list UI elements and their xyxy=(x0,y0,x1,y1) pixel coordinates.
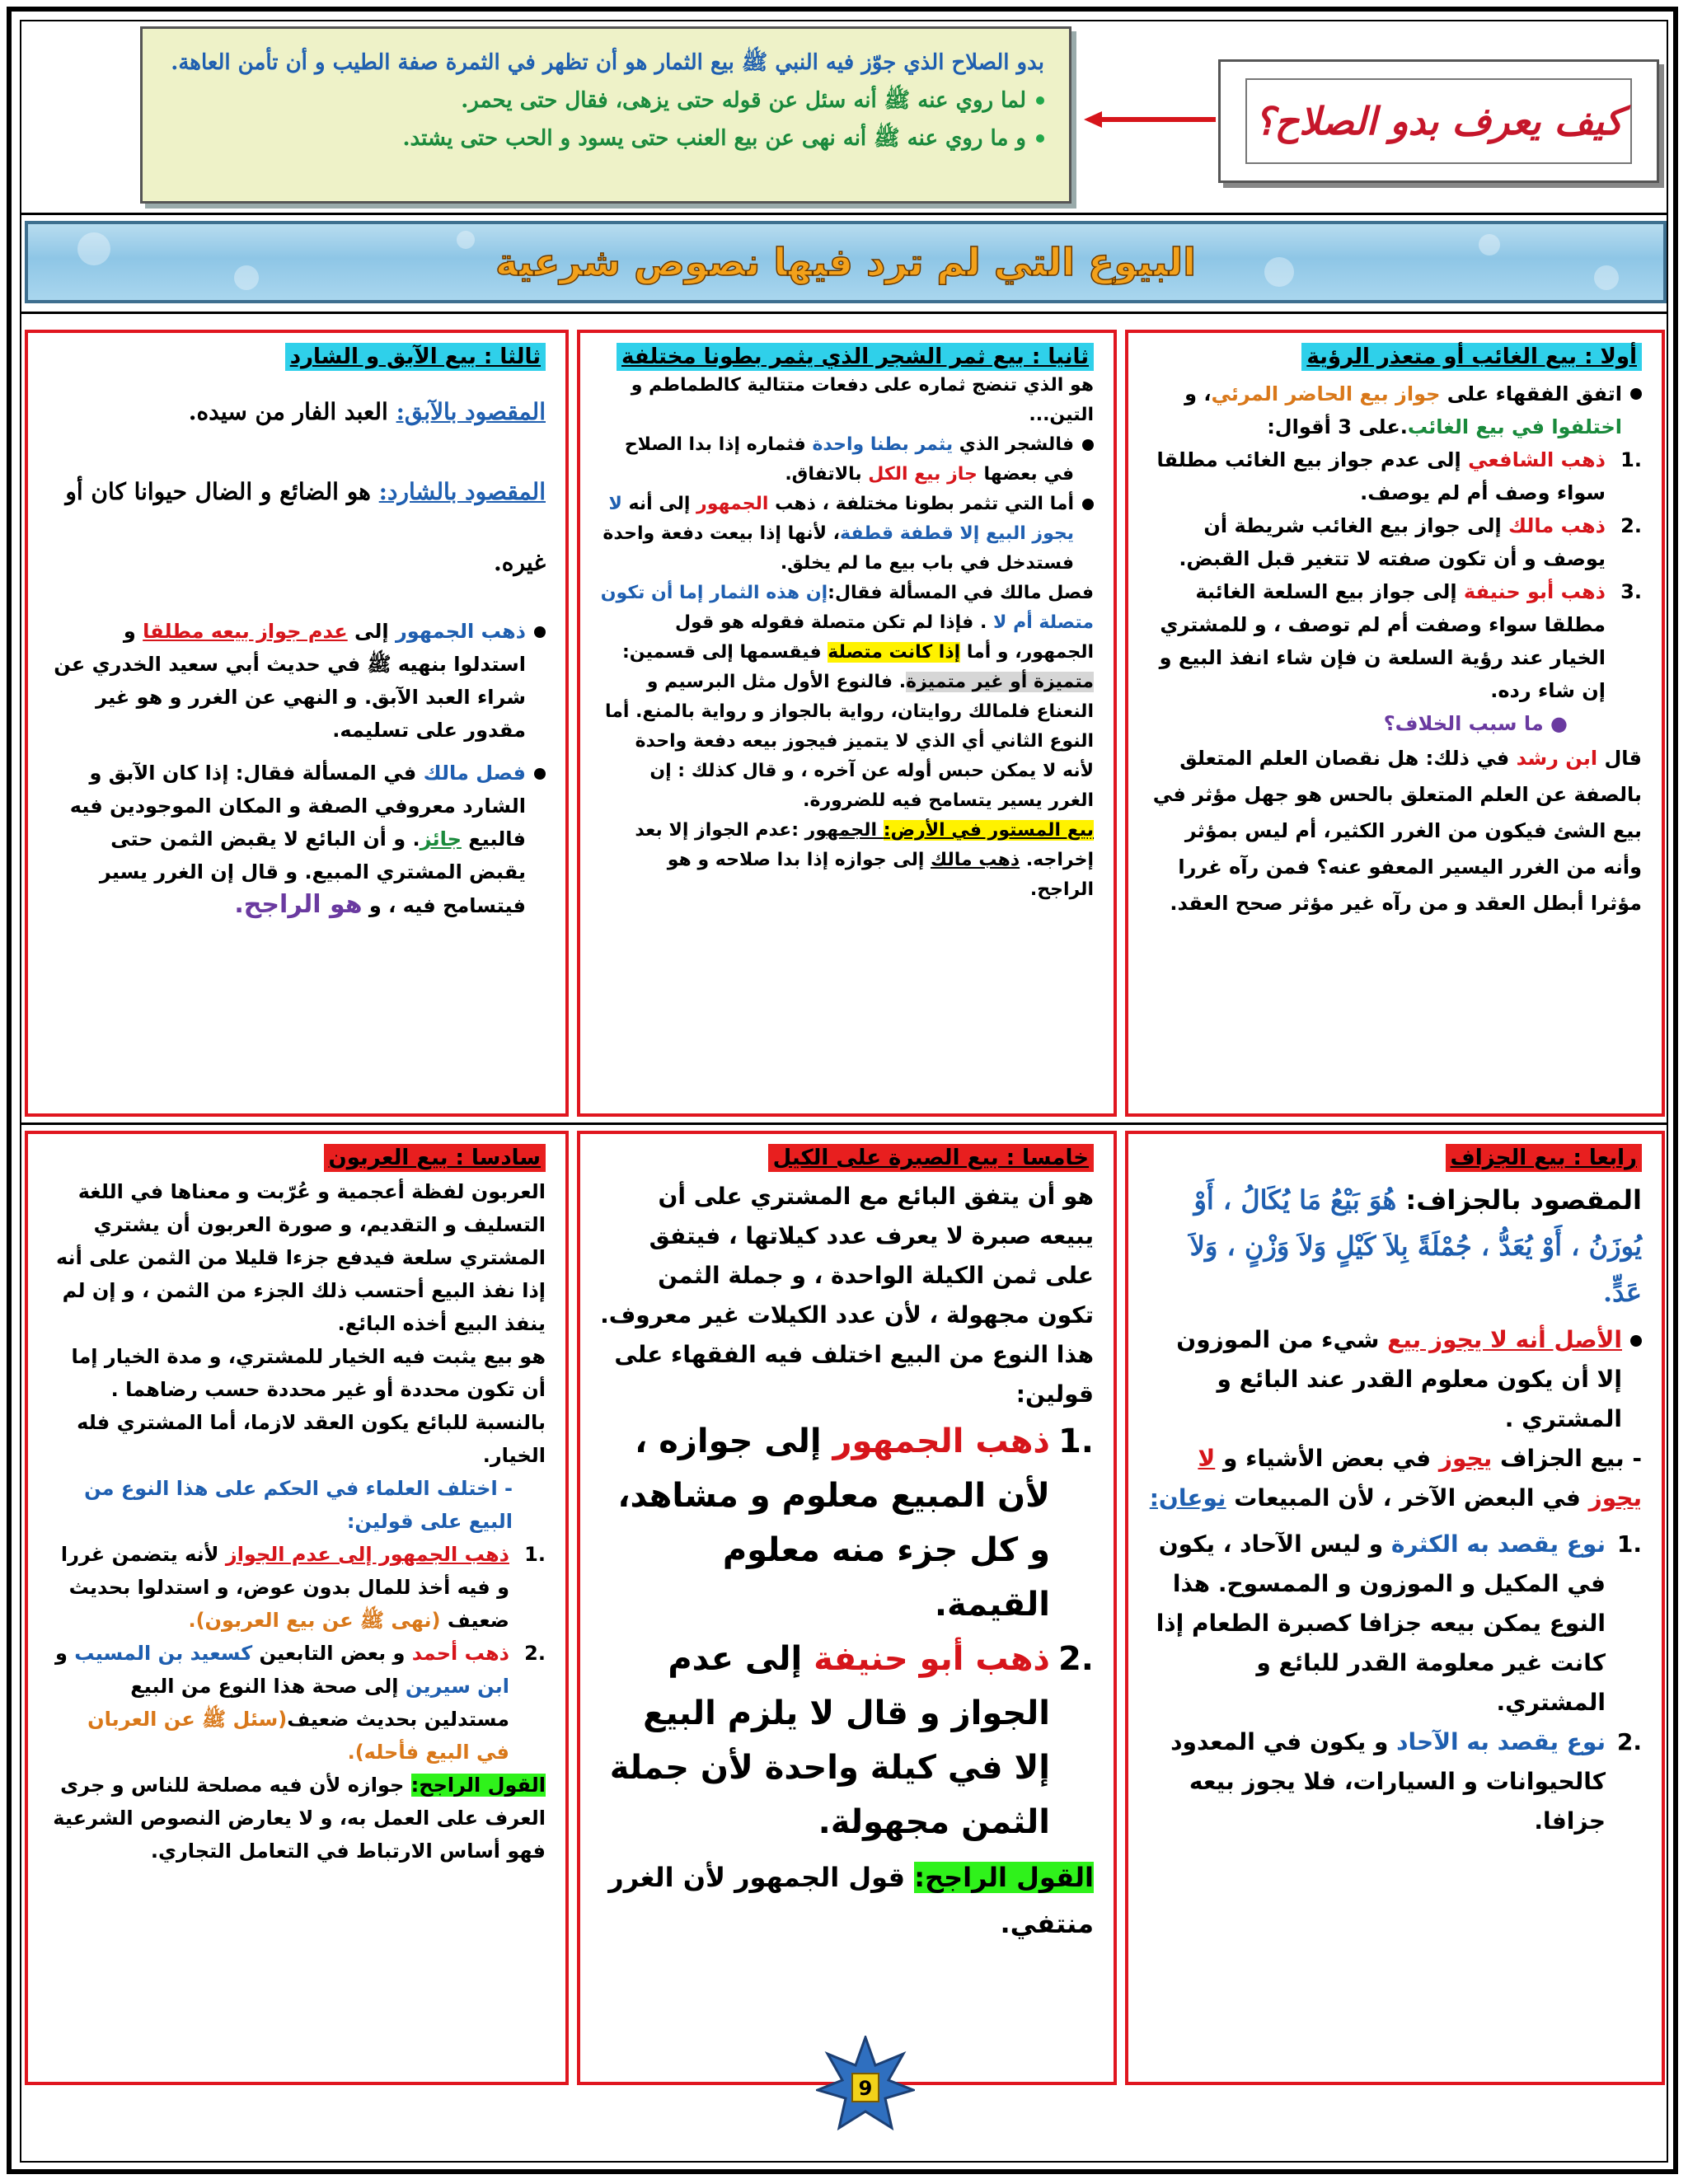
item-text: اتفق الفقهاء على جواز بيع الحاضر المرئي، و اختلفوا في بيع الغائب.على 3 أقوال: xyxy=(1184,382,1622,438)
bullet-dot xyxy=(1630,1335,1642,1347)
list-item: فالشجر الذي يثمر بطنا واحدة فثماره إذا بدا الصلاح في بعضها جاز بيع الكل بالاتفاق. xyxy=(600,430,1094,490)
intro-text: هو أن يتفق البائع مع المشتري على أن يبيعه صبرة لا يعرف عدد كيلاتها ، فيتفق على ثمن الكيلة الواحدة ، و جملة الثمن تكون مجهولة ، لأن عدد الكيلات غير معروف. هذا النوع من البيع اختلف فيه الفقهاء على قولين: xyxy=(600,1183,1094,1408)
bullet-dot xyxy=(534,626,546,638)
abiq-definition: المقصود بالآبق: العبد الفار من سيده. xyxy=(188,398,546,425)
bullet-dot xyxy=(1082,439,1094,451)
bubble-decoration xyxy=(457,231,475,249)
divider xyxy=(20,312,1668,314)
jizaf-definition: المقصود بالجزاف: هُوَ بَيْعُ مَا يُكَالُ ، أَوْ يُوزَنُ ، أَوْ يُعَدُّ ، جُمْلَةً بِلاَ كَيْلٍ وَلاَ وَزْنٍ ، وَلاَ عَدٍّ. xyxy=(1189,1184,1642,1308)
panel-arboun xyxy=(25,1131,569,2085)
list-item: الأصل أنه لا يجوز بيع شيء من الموزون إلا أن يكون معلوم القدر عند البائع و المشتري . xyxy=(1148,1320,1642,1439)
dispute-heading: - اختلف العلماء في الحكم على هذا النوع من البيع على قولين: xyxy=(84,1477,513,1533)
list-item: ذهب الجمهور إلى عدم جواز بيعه مطلقا و استدلوا بنهيه ﷺ في حديث أبي سعيد الخدري عن شراء العبد الآبق. و النهي عن الغرر و هو غير مقدور على تسليمه. xyxy=(48,615,546,747)
bullet-dot xyxy=(1630,388,1642,400)
preferred-opinion: القول الراجح: قول الجمهور لأن الغرر منتفي. xyxy=(608,1862,1094,1939)
panel-heading: أولا : بيع الغائب أو متعذر الرؤية xyxy=(1301,343,1642,371)
panel-heading: ثالثا : بيع الآبق و الشارد xyxy=(285,343,546,371)
bullet-dot xyxy=(1036,96,1044,105)
question-cause: ● ما سبب الخلاف؟ xyxy=(1383,712,1568,735)
bubble-decoration xyxy=(1479,234,1500,255)
list-item: .1 ذهب الجمهور إلى عدم الجواز لأنه يتضمن غررا و فيه أخذ للمال بدون عوض، و استدلوا بحديث ضعيف (نهى ﷺ عن بيع العربون). xyxy=(60,1543,546,1632)
intro-text: هو الذي تنضج ثماره على دفعات متتالية كالطماطم و التين... xyxy=(631,375,1094,425)
bubble-decoration xyxy=(77,232,110,265)
arrow-left-icon xyxy=(1084,111,1216,128)
panel-heading: ثانيا : بيع ثمر الشجر الذي يثمر بطونا مختلفة xyxy=(617,343,1094,371)
panel-subra xyxy=(577,1131,1117,2085)
list-item: .2 ذهب أحمد و بعض التابعين كسعيد بن المسيب و ابن سيرين إلى صحة هذا النوع من البيع مستدلين بحديث ضعيف(سئل ﷺ عن العربان في البيع فأحله). xyxy=(55,1642,546,1764)
panel-heading: سادسا : بيع العربون xyxy=(324,1144,546,1172)
list-item: أما التي تثمر بطونا مختلفة ، ذهب الجمهور إلى أنه لا يجوز البيع إلا قطفة قطفة، لأنها إذا بيعت دفعة واحدة فستدخل في باب بيع ما لم يخلق. xyxy=(600,490,1094,579)
ripeness-definition: بدو الصلاح الذي جوّز فيه النبي ﷺ بيع الثمار هو أن تظهر في الثمرة صفة الطيب و أن تأمن العاهة. xyxy=(171,50,1044,75)
list-item: .1 ذهب الشافعي إلى عدم جواز بيع الغائب مطلقا سواء وصف أم لم يوصف. xyxy=(1156,448,1642,504)
bubble-decoration xyxy=(1594,265,1619,290)
page-number-star xyxy=(816,2036,915,2135)
malik-detail: فصل مالك في المسألة فقال:إن هذه الثمار إما أن تكون متصلة أم لا . فإذا لم تكن متصلة فقوله هو قول الجمهور، و أما إذا كانت متصلة فيقسمها إلى قسمين: متميزة أو غير متميزة. فالنوع الأول مثل البرسيم و النعناع فلمالك روايتان، رواية بالجواز و رواية بالمنع. أما النوع الثاني أي الذي لا يتميز فيجوز بيعه دفعة واحدة لأنه لا يمكن حبس أوله عن آخره ، و قال كذلك : إن الغرر يسير يتسامح فيه للضرورة. xyxy=(600,583,1094,811)
shard-definition: المقصود بالشارد: هو الضائع و الضال حيوانا كان أو غيره. xyxy=(65,478,546,576)
divider xyxy=(20,1122,1668,1125)
bubble-decoration xyxy=(234,265,259,290)
jizaf-rule: - بيع الجزاف يجوز في بعض الأشياء و لا يجوز في البعض الآخر ، لأن المبيعات نوعان: xyxy=(1149,1445,1642,1511)
panel-multi-harvest xyxy=(577,330,1117,1117)
panel-absent-sale xyxy=(1125,330,1665,1117)
list-item: .2 ذهب مالك إلى جواز بيع الغائب شريطة أن يوصف و أن تكون صفته لا تتغير قبل القبض. xyxy=(1179,514,1642,570)
hadith-bullet-1: لما روي عنه ﷺ أنه سئل عن قوله حتى يزهى، فقال حتى يحمر. xyxy=(167,82,1044,120)
bullet-dot xyxy=(1036,134,1044,143)
list-item: .3 ذهب أبو حنيفة إلى جواز بيع السلعة الغائبة مطلقا سواء وصفت أم لم توصف ، و للمشتري الخيار عند رؤية السلعة ن فإن شاء انفذ البيع و إن شاء رده. xyxy=(1159,580,1642,702)
question-title-box xyxy=(1218,59,1659,183)
hadith-bullet-2: و ما روي عنه ﷺ أنه نهى عن بيع العنب حتى يسود و الحب حتى يشتد. xyxy=(167,120,1044,157)
question-title: كيف يعرف بدو الصلاح؟ xyxy=(1245,78,1633,165)
ripeness-definition-box xyxy=(140,26,1071,204)
preferred-opinion: القول الراجح: جوازه لأن فيه مصلحة للناس و جرى العرف على العمل به، و لا يعارض النصوص الشرعية فهو أساس الارتباط في التعامل التجاري. xyxy=(53,1774,546,1863)
list-item xyxy=(1148,377,1642,443)
panel-jizaf xyxy=(1125,1131,1665,2085)
ibn-rushd-quote: قال ابن رشد في ذلك: هل نقصان العلم المتعلق بالصفة عن العلم المتعلق بالحس هو جهل مؤثر في بيع الشئ فيكون من الغرر الكثير، أم ليس بمؤثر وأنه من الغرر اليسير المعفو عنه؟ فمن رآه غررا مؤثرا أبطل العقد و من رآه غير مؤثر صحح العقد. xyxy=(1152,747,1642,915)
section-banner xyxy=(25,221,1667,303)
list-item: .1 نوع يقصد به الكثرة و ليس الآحاد ، يكون في المكيل و الموزون و الممسوح. هذا النوع يمكن بيعه جزافا كصبرة الطعام إذا كانت غير معلومة القدر للبائع و المشتري. xyxy=(1156,1530,1642,1716)
panel-heading: رابعا : بيع الجزاف xyxy=(1446,1144,1642,1172)
panel-heading: خامسا : بيع الصبرة على الكيل xyxy=(768,1144,1094,1172)
bullet-dot xyxy=(534,768,546,780)
banner-title: البيوع التي لم ترد فيها نصوص شرعية xyxy=(495,240,1196,284)
panel-runaway xyxy=(25,330,569,1117)
list-item: .1 ذهب الجمهور إلى جوازه ، لأن المبيع معلوم و مشاهد، و كل جزء منه معلوم القيمة. xyxy=(617,1422,1094,1624)
ground-sale: بيع المستور في الأرض: الجمهور :عدم الجواز إلا بعد إخراجه. ذهب مالك إلى جوازه إذا بدا صلاحه و هو الراجح. xyxy=(635,820,1094,900)
list-item: .2 ذهب أبو حنيفة إلى عدم الجواز و قال لا يلزم البيع إلا في كيلة واحدة لأن جملة الثمن مجهولة. xyxy=(609,1640,1094,1841)
bubble-decoration xyxy=(1264,257,1294,287)
list-item: .2 نوع يقصد به الآحاد و يكون في المعدود كالحيوانات و السيارات، فلا يجوز بيعه جزافا. xyxy=(1170,1728,1642,1835)
list-item: فصل مالك في المسألة فقال: إذا كان الآبق و الشارد معروفي الصفة و المكان الموجودين فيه فالبيع جائز. و أن البائع لا يقبض الثمن حتى يقبض المشتري المبيع. و قال إن الغرر يسير فيتسامح فيه ، و هو الراجح. xyxy=(48,757,546,922)
intro-text: العربون لفظة أعجمية و عُرّبت و معناها في اللغة التسليف و التقديم، و صورة العربون أن يشتري المشتري سلعة فيدفع جزءا قليلا من الثمن على أنه إذا نفذ البيع أحتسب ذلك الجزء من الثمن ، و إن لم ينفذ البيع أخذه البائع. xyxy=(56,1180,546,1335)
divider xyxy=(20,213,1668,215)
option-text: هو بيع يثبت فيه الخيار للمشتري، و مدة الخيار إما أن تكون محددة أو غير محددة حسب رضاهما . بالنسبة للبائع يكون العقد لازما، أما المشتري فله الخيار. xyxy=(71,1345,546,1467)
bullet-dot xyxy=(1082,499,1094,510)
page-number: 9 xyxy=(858,2077,873,2100)
